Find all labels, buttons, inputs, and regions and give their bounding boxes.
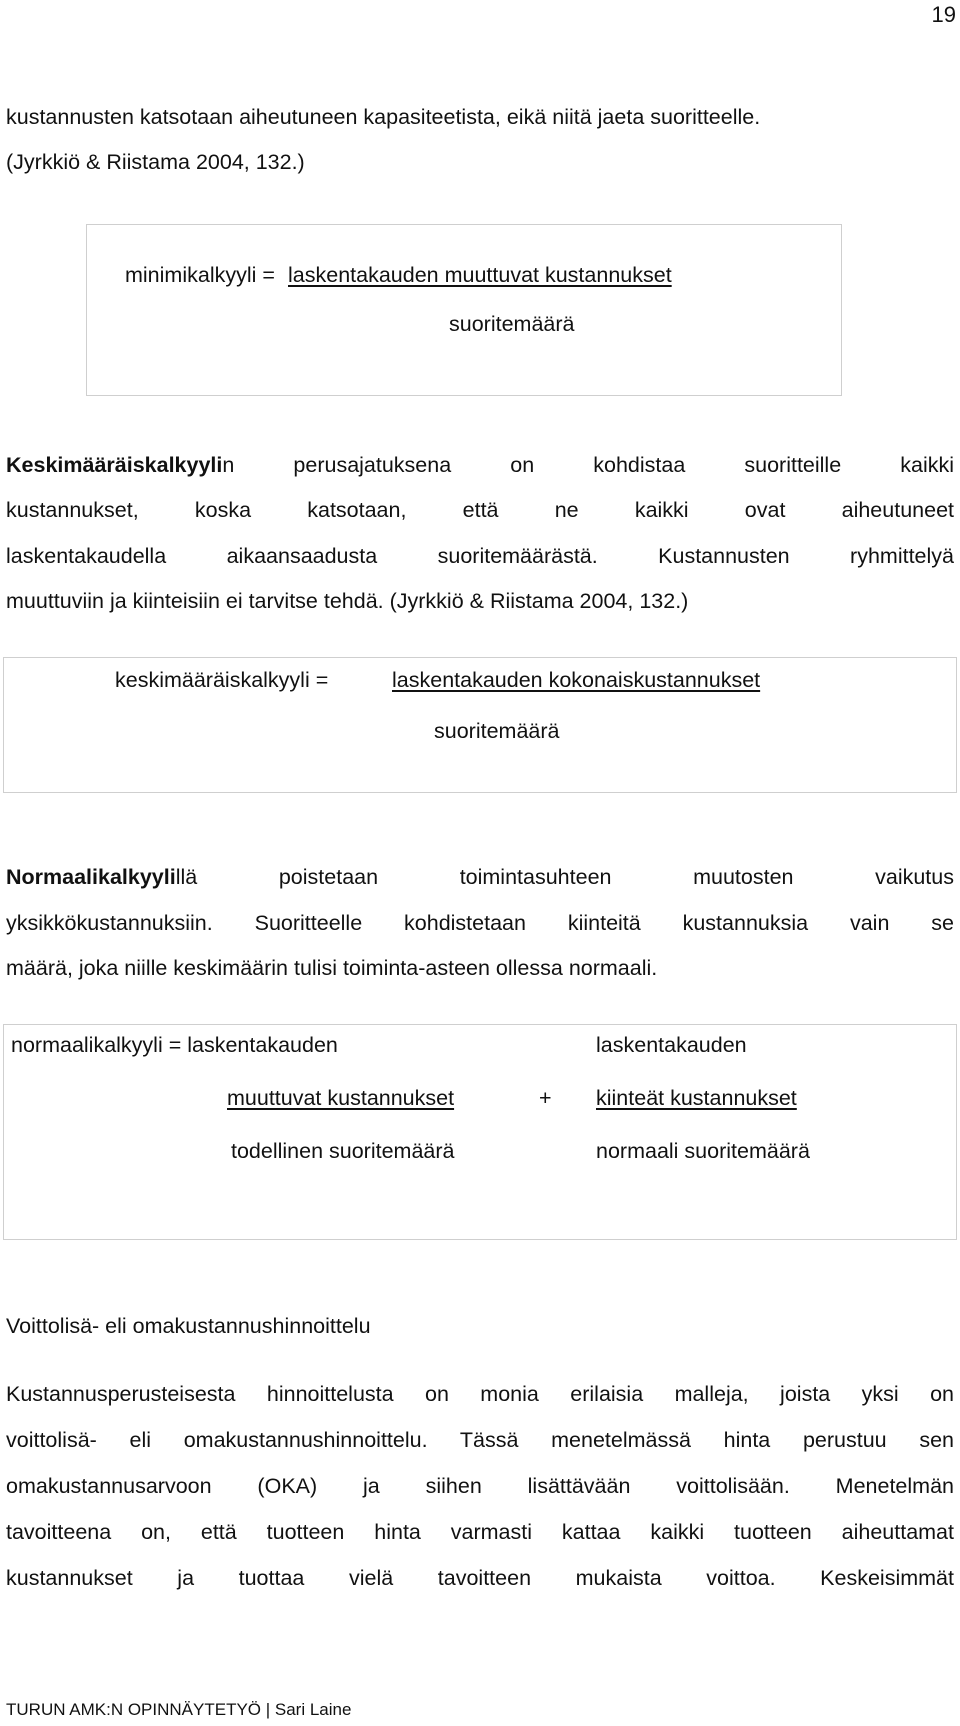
formula-norm-right-line-1: laskentakauden (596, 1033, 747, 1057)
formula-norm-right-denominator: normaali suoritemäärä (596, 1139, 810, 1163)
formula-average-box (3, 657, 957, 793)
formula-avg-numerator: laskentakauden kokonaiskustannukset (392, 668, 761, 692)
footer-text: TURUN AMK:N OPINNÄYTETYÖ | Sari Laine (6, 1700, 352, 1719)
formula-minimum-box (86, 224, 842, 396)
norm-para-line-1 (6, 865, 954, 890)
avg-para-line-1 (6, 453, 954, 478)
formula-avg-lhs: keskimääräiskalkyyli = (115, 668, 329, 692)
profit-para-line-5: kustannukset ja tuottaa vielä tavoitteen mukaista voittoa. Keskeisimmät (6, 1566, 954, 1590)
intro-line-2: (Jyrkkiö & Riistama 2004, 132.) (6, 150, 305, 174)
intro-line-1: kustannusten katsotaan aiheutuneen kapasiteetista, eikä niitä jaeta suoritteelle. (6, 105, 761, 129)
formula-avg-denominator: suoritemäärä (434, 719, 560, 743)
formula-min-numerator: laskentakauden muuttuvat kustannukset (288, 263, 672, 287)
norm-line-1-rest: llä poistetaan toimintasuhteen muutosten vaikutus (175, 865, 954, 889)
avg-bold-term: Keskimääräiskalkyyli (6, 453, 223, 477)
formula-norm-lhs: normaalikalkyyli = laskentakauden (11, 1033, 338, 1057)
norm-para-line-2: yksikkökustannuksiin. Suoritteelle kohdistetaan kiinteitä kustannuksia vain se (6, 911, 954, 935)
norm-para-line-3: määrä, joka niille keskimäärin tulisi toiminta-asteen ollessa normaali. (6, 956, 658, 980)
profit-para-line-4: tavoitteena on, että tuotteen hinta varmasti kattaa kaikki tuotteen aiheuttamat (6, 1520, 954, 1544)
page-number: 19 (931, 2, 956, 27)
avg-para-line-4: muuttuviin ja kiinteisiin ei tarvitse tehdä. (Jyrkkiö & Riistama 2004, 132.) (6, 589, 689, 613)
formula-norm-left-numerator: muuttuvat kustannukset (227, 1086, 455, 1110)
section-heading: Voittolisä- eli omakustannushinnoittelu (6, 1314, 371, 1338)
formula-min-lhs: minimikalkyyli = (125, 263, 275, 287)
formula-min-denominator: suoritemäärä (449, 312, 575, 336)
formula-norm-plus: + (539, 1086, 552, 1110)
avg-para-line-3: laskentakaudella aikaansaadusta suoritemäärästä. Kustannusten ryhmittelyä (6, 544, 954, 568)
profit-para-line-1: Kustannusperusteisesta hinnoittelusta on monia erilaisia malleja, joista yksi on (6, 1382, 954, 1406)
profit-para-line-2: voittolisä- eli omakustannushinnoittelu. Tässä menetelmässä hinta perustuu sen (6, 1428, 954, 1452)
profit-para-line-3: omakustannusarvoon (OKA) ja siihen lisättävään voittolisään. Menetelmän (6, 1474, 954, 1498)
avg-line-1-rest: n perusajatuksena on kohdistaa suoritteille kaikki (222, 453, 954, 477)
formula-norm-right-numerator: kiinteät kustannukset (596, 1086, 797, 1110)
avg-para-line-2: kustannukset, koska katsotaan, että ne kaikki ovat aiheutuneet (6, 498, 954, 522)
norm-bold-term: Normaalikalkyyli (6, 865, 176, 889)
formula-norm-left-denominator: todellinen suoritemäärä (231, 1139, 455, 1163)
formula-normal-box (3, 1024, 957, 1240)
